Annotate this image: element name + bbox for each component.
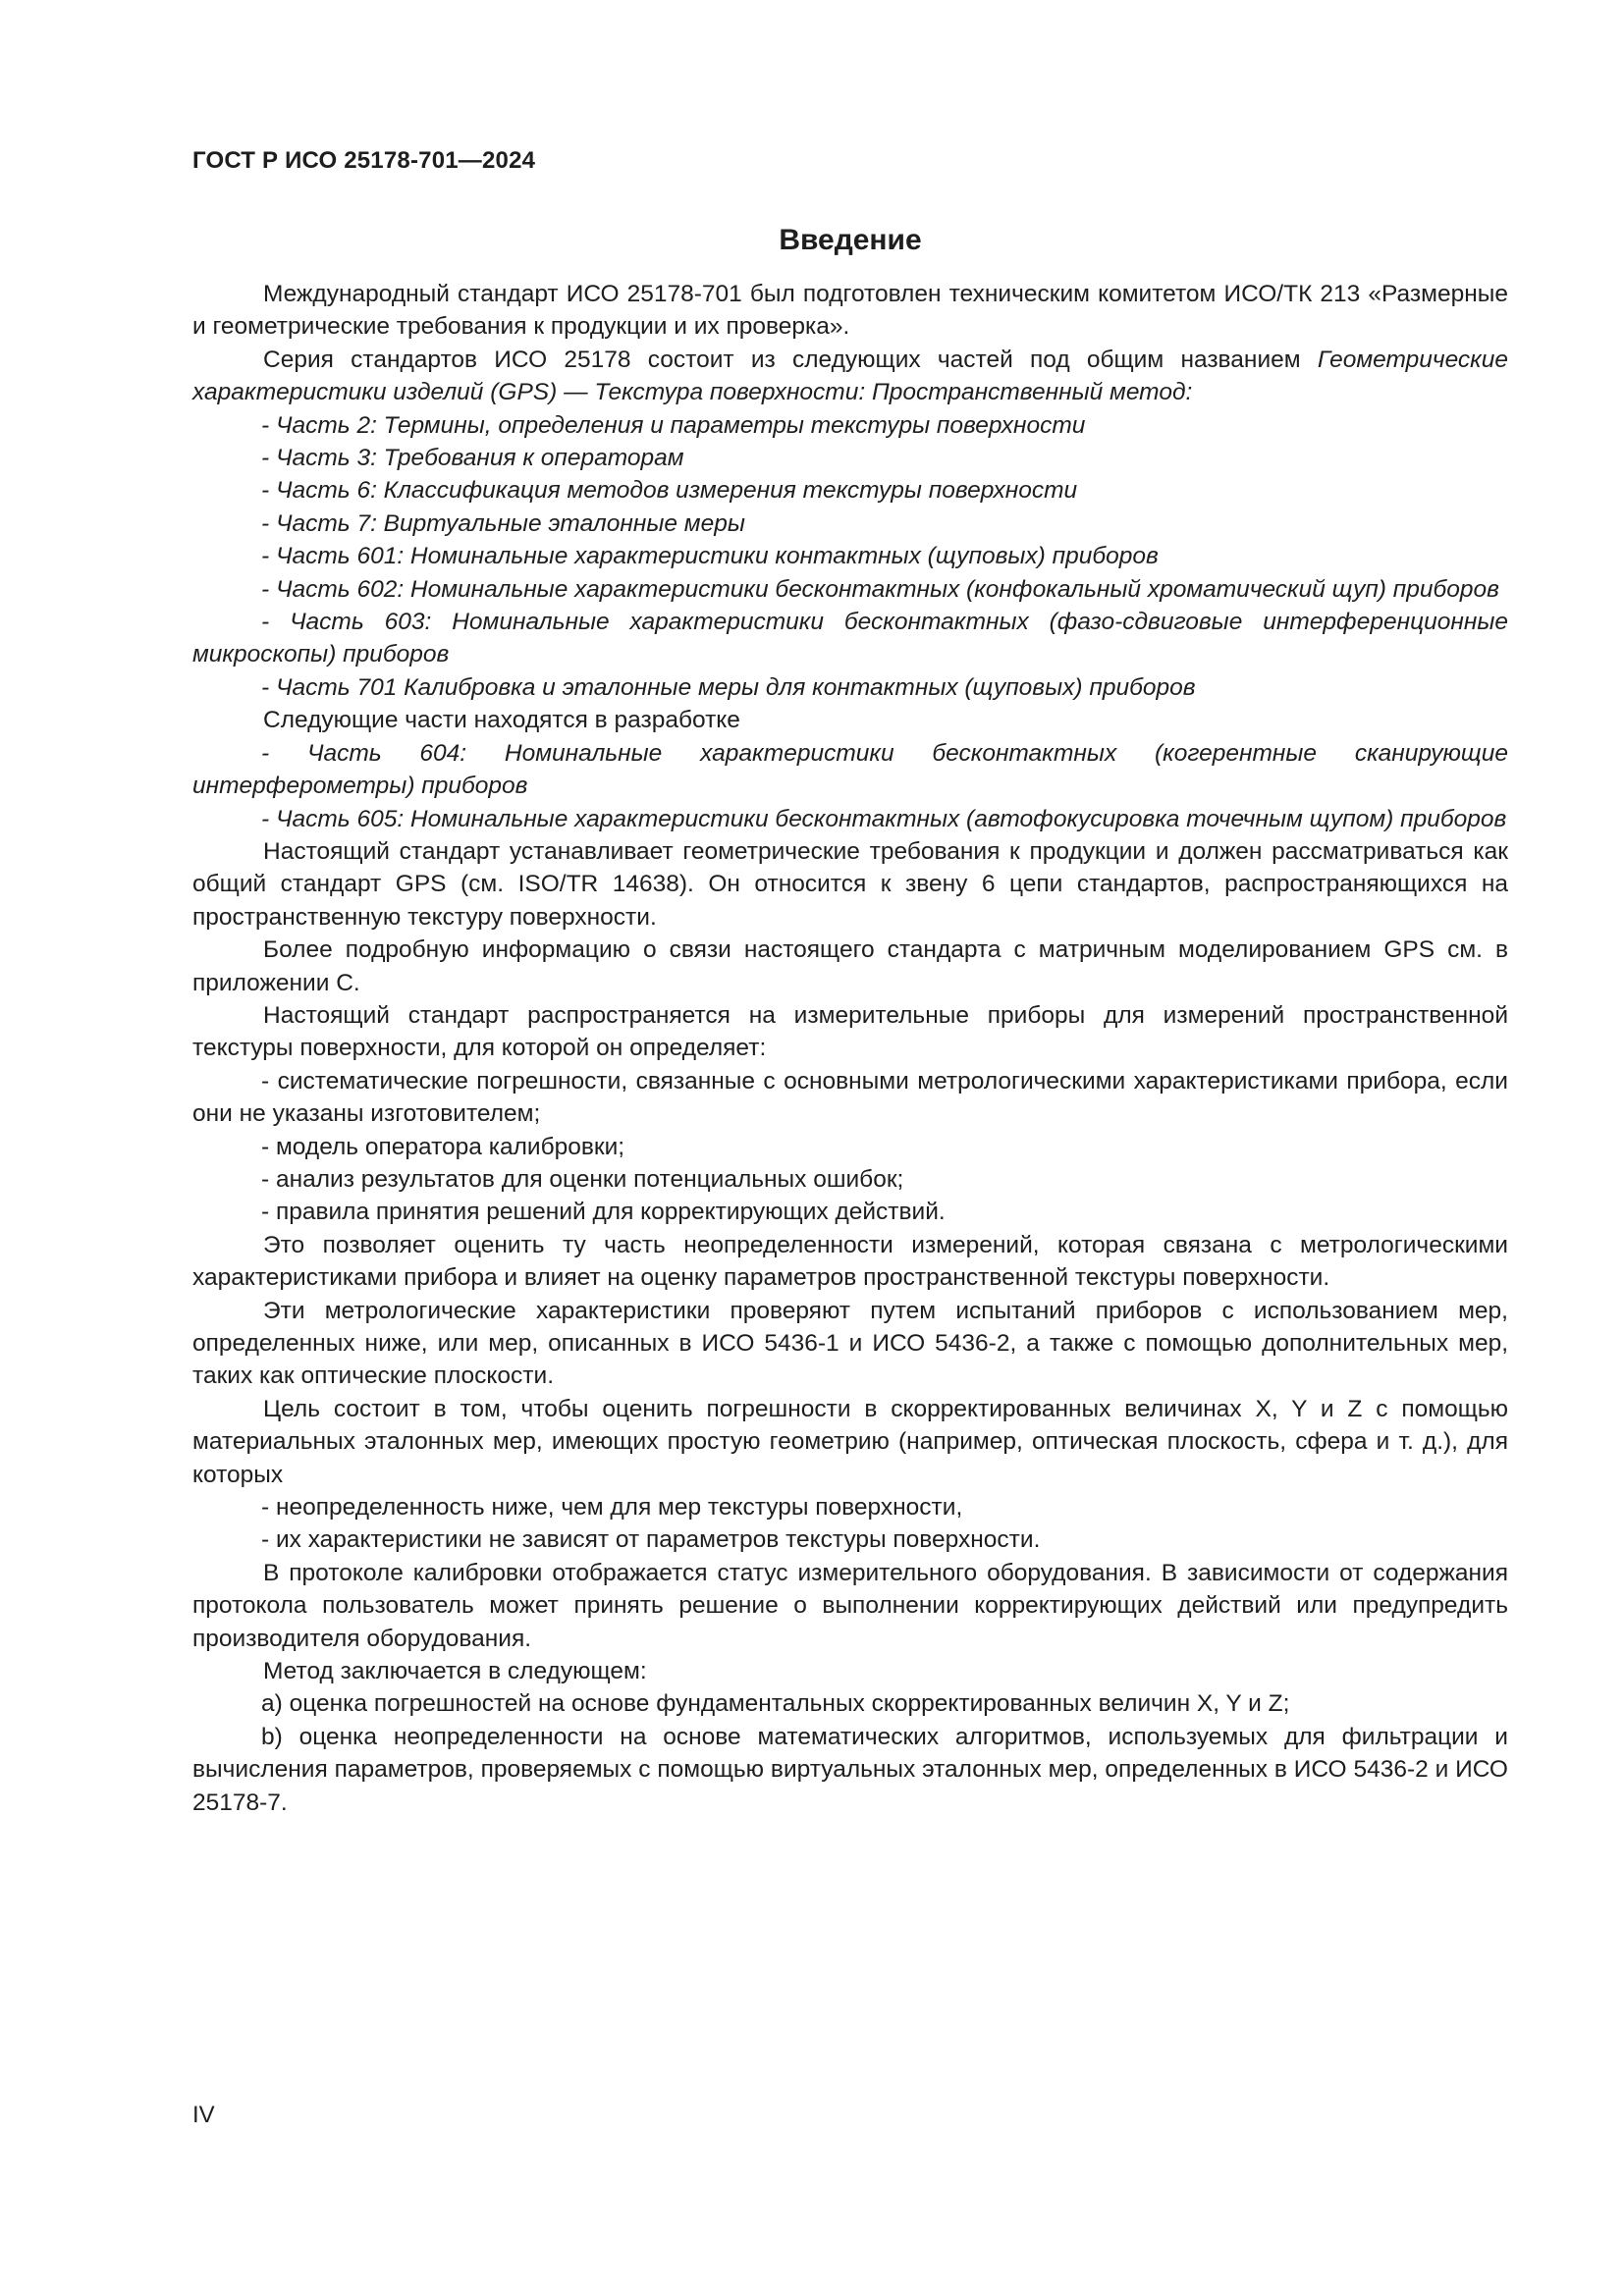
list-item-part: - Часть 701 Калибровка и эталонные меры для контактных (щуповых) приборов xyxy=(261,673,1196,701)
list-item-goal: - их характеристики не зависят от параметров текстуры поверхности. xyxy=(261,1526,1041,1554)
paragraph-in-development: Следующие части находятся в разработке xyxy=(263,707,740,734)
list-item-part: - Часть 7: Виртуальные эталонные меры xyxy=(261,509,745,537)
list-item-scope: - модель оператора калибровки; xyxy=(261,1133,625,1160)
paragraph-uncertainty: Это позволяет оценить ту часть неопределенности измерений, которая связана с метрологическими характеристиками прибора и влияет на оценку параметров пространственной текстуры поверхности. xyxy=(192,1231,1508,1292)
list-item-part: - Часть 3: Требования к операторам xyxy=(261,445,684,472)
page-number: IV xyxy=(192,2102,215,2128)
list-item-part: - Часть 2: Термины, определения и параметры текстуры поверхности xyxy=(261,411,1086,439)
paragraph-goal: Цель состоит в том, чтобы оценить погрешности в скорректированных величинах X, Y и Z с помощью материальных эталонных мер, имеющих простую геометрию (например, оптическая плоскость, сфера и т. д.), для которых xyxy=(192,1395,1508,1488)
list-item-part: - Часть 601: Номинальные характеристики контактных (щуповых) приборов xyxy=(261,543,1159,570)
list-item-scope: - анализ результатов для оценки потенциальных ошибок; xyxy=(261,1165,904,1193)
paragraph-gps-standard: Настоящий стандарт устанавливает геометрические требования к продукции и должен рассматриваться как общий стандарт GPS (см. ISO/TR 14638). Он относится к звену 6 цепи стандартов, распространяющихся на пространственную текстуру поверхности. xyxy=(192,837,1508,931)
series-title: Геометрические характеристики изделий (GPS) — Текстура поверхности: Пространственный метод: xyxy=(192,346,1508,406)
document-code: ГОСТ Р ИСО 25178-701—2024 xyxy=(192,147,536,174)
section-title: Введение xyxy=(779,224,922,256)
paragraph-method: Метод заключается в следующем: xyxy=(263,1658,647,1685)
series-lead: Серия стандартов ИСО 25178 состоит из следующих частей под общим названием xyxy=(263,346,1318,373)
paragraph-scope: Настоящий стандарт распространяется на измерительные приборы для измерений пространственной текстуры поверхности, для которой он определяет: xyxy=(192,1001,1508,1062)
paragraph-origin: Международный стандарт ИСО 25178-701 был подготовлен техническим комитетом ИСО/ТК 213 «Размерные и геометрические требования к продукции и их проверка». xyxy=(192,281,1508,341)
list-item-part: - Часть 6: Классификация методов измерения текстуры поверхности xyxy=(261,477,1078,505)
introduction-body xyxy=(192,278,1508,1819)
list-item-scope: - правила принятия решений для корректирующих действий. xyxy=(261,1199,946,1226)
list-item-part: - Часть 602: Номинальные характеристики бесконтактных (конфокальный хроматический щуп) приборов xyxy=(261,575,1499,603)
list-item-part: - Часть 603: Номинальные характеристики бесконтактных (фазо-сдвиговые интерференционные микроскопы) приборов xyxy=(192,609,1508,668)
paragraph-verification: Эти метрологические характеристики проверяют путем испытаний приборов с использованием мер, определенных ниже, или мер, описанных в ИСО 5436-1 и ИСО 5436-2, а также с помощью дополнительных мер, таких как оптические плоскости. xyxy=(192,1297,1508,1390)
paragraph-protocol: В протоколе калибровки отображается статус измерительного оборудования. В зависимости от содержания протокола пользователь может принять решение о выполнении корректирующих действий или предупредить производителя оборудования. xyxy=(192,1559,1508,1652)
list-item-dev-part: - Часть 605: Номинальные характеристики бесконтактных (автофокусировка точечным щупом) приборов xyxy=(261,805,1507,832)
list-item-goal: - неопределенность ниже, чем для мер текстуры поверхности, xyxy=(261,1494,963,1522)
paragraph-matrix-model: Более подробную информацию о связи настоящего стандарта с матричным моделированием GPS см. в приложении C. xyxy=(192,936,1508,996)
paragraph-series xyxy=(192,344,1508,409)
list-item-scope: - систематические погрешности, связанные с основными метрологическими характеристиками прибора, если они не указаны изготовителем; xyxy=(192,1067,1508,1128)
list-item-method: b) оценка неопределенности на основе математических алгоритмов, используемых для фильтрации и вычисления параметров, проверяемых с помощью виртуальных эталонных мер, определенных в ИСО 5436-2 и ИСО 25178-7. xyxy=(192,1723,1508,1816)
list-item-method: a) оценка погрешностей на основе фундаментальных скорректированных величин X, Y и Z; xyxy=(261,1690,1290,1718)
list-item-dev-part: - Часть 604: Номинальные характеристики бесконтактных (когерентные сканирующие интерферометры) приборов xyxy=(192,739,1508,800)
